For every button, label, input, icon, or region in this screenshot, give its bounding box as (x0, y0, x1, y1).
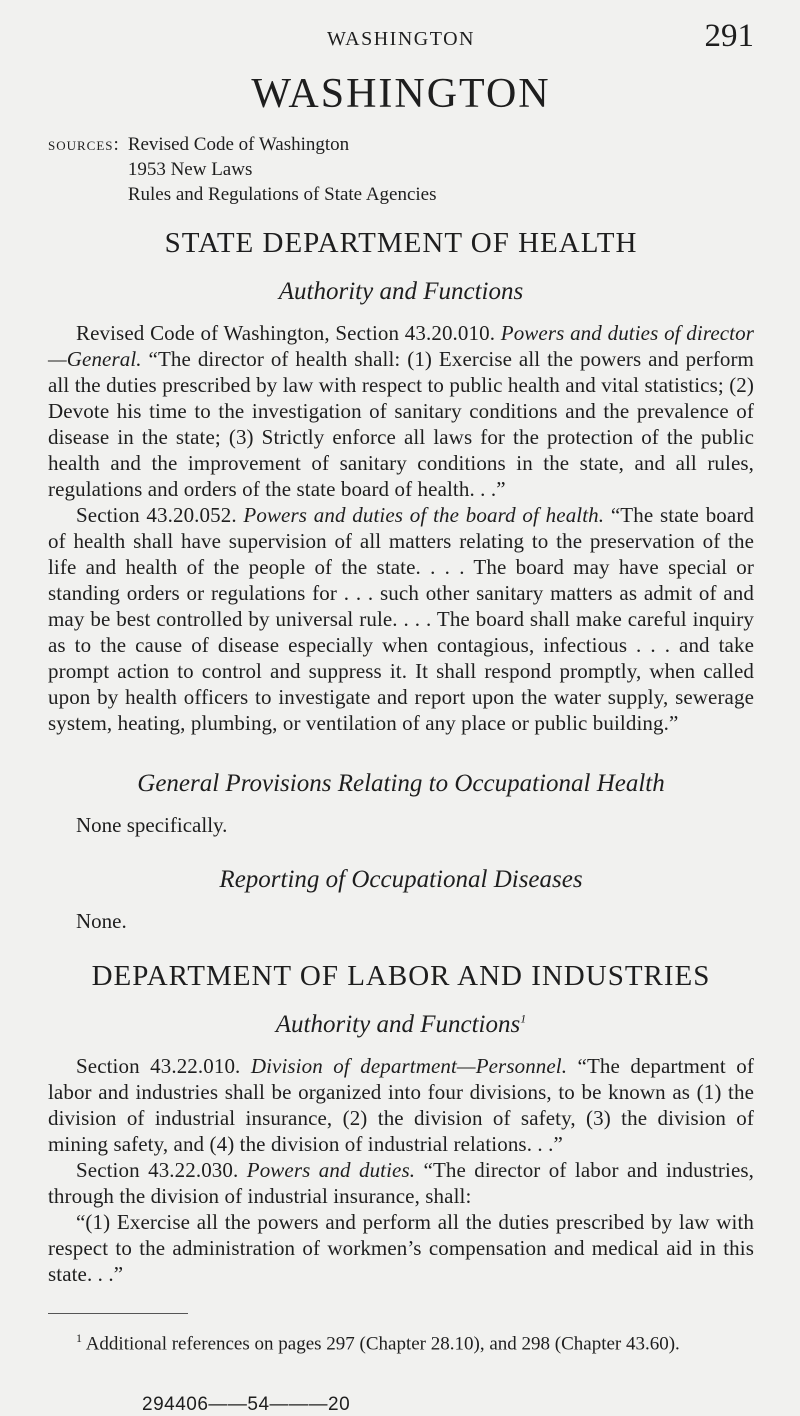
page (48, 18, 754, 1416)
running-head-title: WASHINGTON (327, 28, 475, 50)
running-head (48, 18, 754, 58)
section-heading: Division of department—Personnel. (250, 1054, 568, 1078)
general-provisions-heading: General Provisions Relating to Occupational Health (137, 770, 665, 797)
section-text: “The state board of health shall have supervision of all matters relating to the preservation of the life and health of the people of the state. . . . The board may have special or standing orders or regulations for . . . such other sanitary matters as admit of and may be best controlled by universal rule. . . . The board shall make careful inquiry as to the cause of disease especially when contagious, infectious . . . and take prompt action to control and suppress it. It shall respond promptly, when called upon by health officers to investigate and report upon the water supply, sewerage system, heating, plumbing, or ventilation of any place or public building.” (48, 503, 755, 735)
section-reference: Section 43.22.030. (76, 1158, 247, 1182)
labor-authority-heading (48, 1011, 754, 1039)
footnote (48, 1326, 754, 1356)
printer-imprint: 294406——54———20 (142, 1394, 351, 1416)
labor-paragraph-1 (48, 1053, 754, 1157)
section-text: “The director of health shall: (1) Exercise all the powers and perform all the duties prescribed by law with respect to public health and vital statistics; (2) Devote his time to the investigation of sanitary conditions and the prevalence of disease in the state; (3) Strictly enforce all laws for the protection of the public health and the improvement of sanitary conditions in the state, and all rules, regulations and orders of the state board of health. . .” (48, 347, 754, 501)
section-heading: Powers and duties of director—General. (48, 321, 754, 371)
labor-paragraph-2 (48, 1157, 754, 1209)
section-reference: Section 43.22.010. (76, 1054, 251, 1078)
section-text: “The director of labor and industries, through the division of industrial insurance, shall: (48, 1158, 755, 1208)
reporting-text: None. (76, 909, 127, 933)
footnote-mark: 1 (76, 1331, 82, 1345)
source-item: Revised Code of Washington (127, 134, 350, 155)
health-paragraph-1 (48, 320, 754, 502)
section-heading: Powers and duties. (246, 1158, 416, 1182)
labor-paragraph-3: “(1) Exercise all the powers and perform all the duties prescribed by law with respect to the administration of workmen’s compensation and medical aid in this state. . .” (48, 1210, 754, 1286)
source-item: 1953 New Laws (127, 159, 253, 180)
labor-authority-heading-text: Authority and Functions (275, 1011, 521, 1038)
health-paragraph-2 (48, 502, 754, 736)
labor-section-title: DEPARTMENT OF LABOR AND INDUSTRIES (91, 960, 711, 992)
footnote-reference: 1 (520, 1011, 527, 1026)
section-reference: Section 43.20.052. (76, 503, 244, 527)
reporting-heading: Reporting of Occupational Diseases (219, 866, 583, 893)
page-title: WASHINGTON (251, 71, 551, 117)
sources-label: sources: (48, 134, 120, 155)
footnote-text: Additional references on pages 297 (Chapter 28.10), and 298 (Chapter 43.60). (82, 1333, 680, 1355)
page-number: 291 (704, 18, 754, 54)
sources-block (48, 132, 754, 207)
footnote-divider (48, 1313, 188, 1314)
section-reference: Revised Code of Washington, Section 43.20.010. (76, 321, 501, 345)
source-item: Rules and Regulations of State Agencies (127, 184, 437, 205)
health-section-title: STATE DEPARTMENT OF HEALTH (164, 227, 638, 259)
sources-list (128, 132, 437, 207)
health-authority-heading: Authority and Functions (278, 278, 524, 305)
general-provisions-text: None specifically. (76, 813, 228, 837)
section-text: “The department of labor and industries shall be organized into four divisions, to be known as (1) the division of industrial insurance, (2) the division of safety, (3) the division of mining safety, and (4) the division of industrial relations. . .” (48, 1054, 754, 1156)
section-heading: Powers and duties of the board of health. (243, 503, 605, 527)
